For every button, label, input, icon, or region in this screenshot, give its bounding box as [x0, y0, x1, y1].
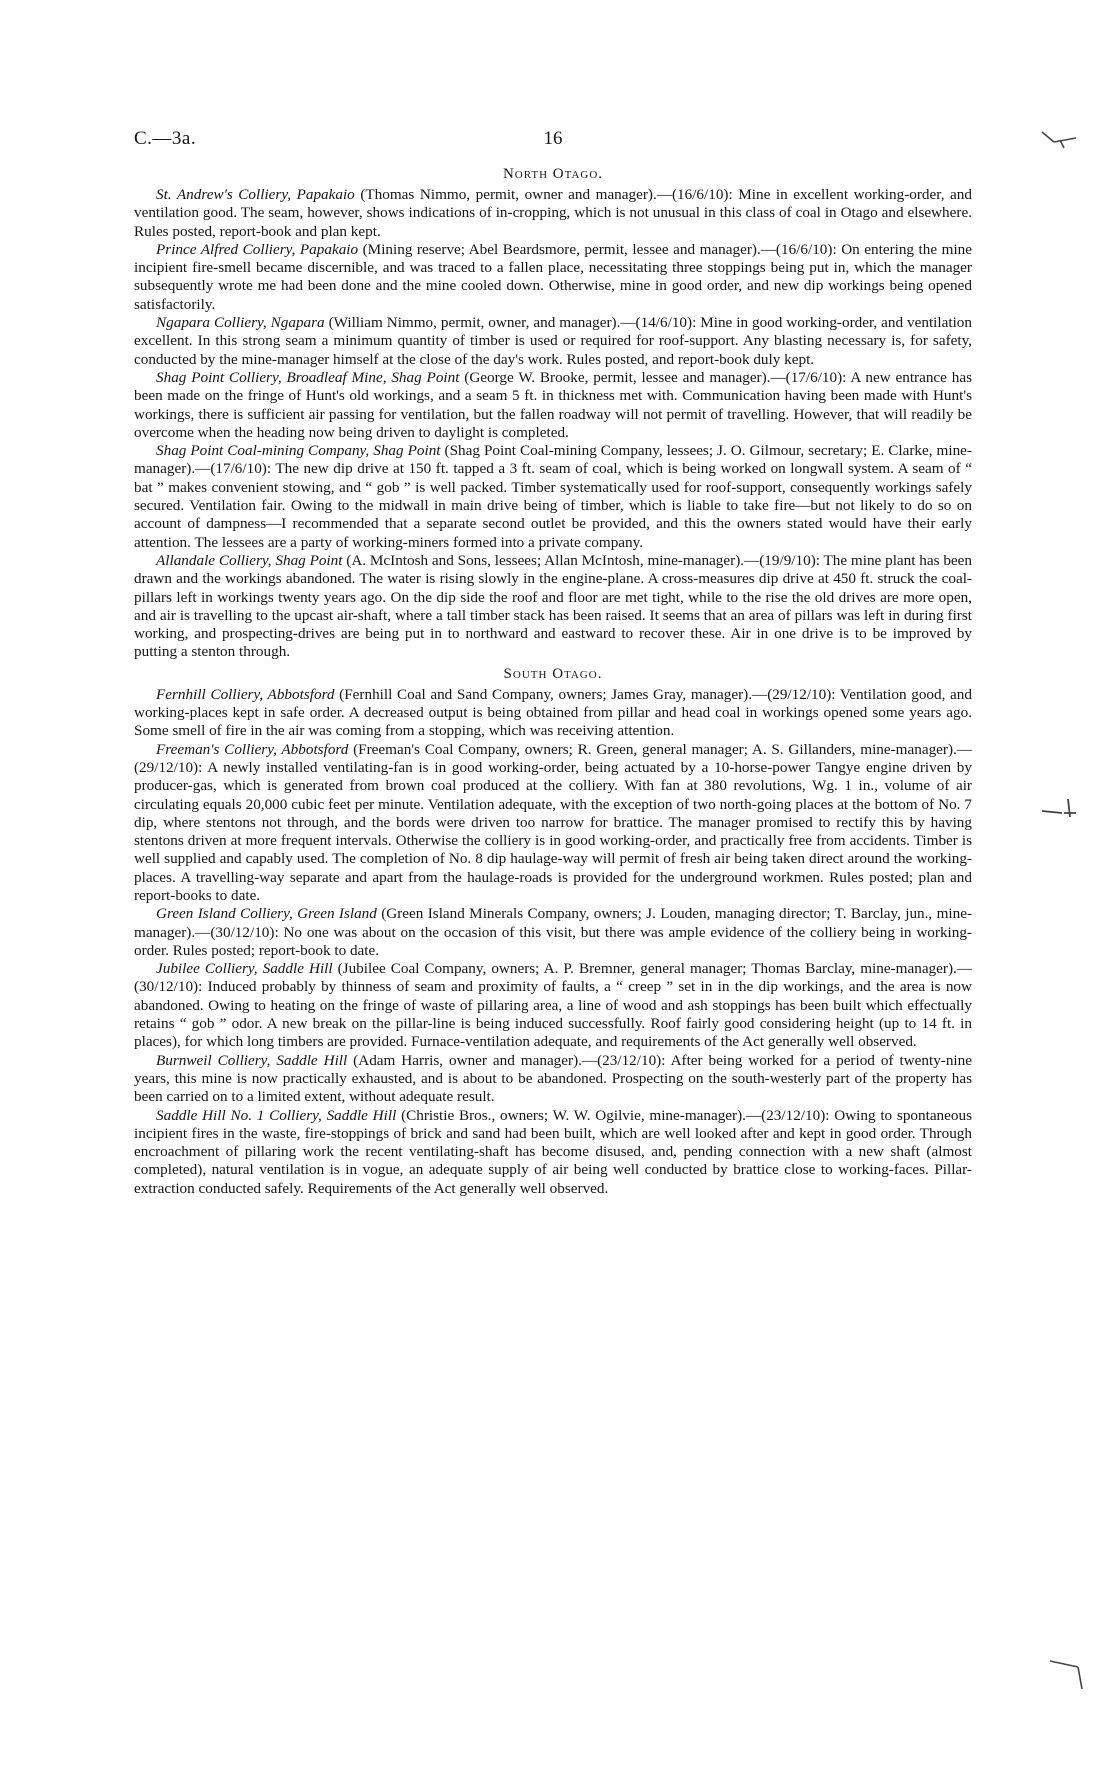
- colliery-report: [134, 314, 972, 369]
- section-heading: South Otago.: [503, 665, 603, 682]
- colliery-report: [134, 186, 972, 241]
- colliery-report: [134, 241, 972, 314]
- page-number: 16: [543, 128, 563, 149]
- colliery-report: [134, 741, 972, 906]
- colliery-report: [134, 1107, 972, 1198]
- colliery-name: Fernhill Colliery, Abbotsford: [156, 685, 335, 703]
- colliery-name: Prince Alfred Colliery, Papakaio: [156, 240, 359, 258]
- colliery-report: [134, 552, 972, 662]
- section-north-otago: [134, 166, 972, 662]
- page-header: [134, 128, 972, 164]
- colliery-name: Jubilee Colliery, Saddle Hill: [156, 960, 333, 978]
- report-text: (George W. Brooke, permit, lessee and manager).—(17/6/10): A new entrance has been made on the fringe of Hunt's old workings, and a seam 5 ft. in thickness met with. Communication having been made with Hunt's workings, there is sufficient air passing for ventilation, but the fallen roadway will not permit of travelling. However, that will readily be overcome when the heading now being driven to daylight is completed.: [134, 368, 972, 441]
- report-text: (Green Island Minerals Company, owners; J. Louden, managing director; T. Barclay, jun., mine-manager).—(30/12/10): No one was about on the occasion of this visit, but there was ample evidence of the colliery being in working-order. Rules posted; report-book to date.: [134, 905, 972, 959]
- colliery-report: [134, 369, 972, 442]
- report-text: (Mining reserve; Abel Beardsmore, permit, lessee and manager).—(16/6/10): On entering the mine incipient fire-smell became discernible, and was traced to a fallen place, necessitating three stoppings being put in, which the manager subsequently wrote me had been done and the mine cooled down. Otherwise, mine in good order, and new dip workings being opened satisfactorily.: [134, 240, 972, 313]
- report-text: (A. McIntosh and Sons, lessees; Allan McIntosh, mine-manager).—(19/9/10): The mine plant has been drawn and the workings abandoned. The water is rising slowly in the engine-plane. A cross-measures dip drive at 450 ft. struck the coal-pillars left in workings twenty years ago. On the dip side the roof and floor are met tight, while to the rise the old drives are more open, and air is travelling to the upcast air-shaft, where a tall timber stack has been raised. It seems that an area of pillars was left in during first working, and prospecting-drives are being put in to northward and eastward to recover these. Air in one drive is to be improved by putting a stenton through.: [134, 551, 972, 661]
- colliery-name: Shag Point Colliery, Broadleaf Mine, Shag Point: [156, 368, 460, 386]
- colliery-report: [134, 686, 972, 741]
- colliery-name: St. Andrew's Colliery, Papakaio: [156, 186, 355, 203]
- colliery-name: Saddle Hill No. 1 Colliery, Saddle Hill: [156, 1106, 397, 1124]
- document-code: C.—3a.: [134, 128, 197, 149]
- colliery-name: Freeman's Colliery, Abbotsford: [156, 740, 349, 758]
- margin-mark-icon: [1040, 128, 1080, 158]
- report-text: (Shag Point Coal-mining Company, lessees; J. O. Gilmour, secretary; E. Clarke, mine-manager).—(17/6/10): The new dip drive at 150 ft. tapped a 3 ft. seam of coal, which is being worked on longwall system. A seam of “ bat ” makes convenient stowing, and “ gob ” is well packed. Timber systematically used for roof-support, consequently workings safely secured. Ventilation fair. Owing to the midwall in main drive being of timber, which is liable to take fire—but not likely to do so on account of dampness—I recommended that a separate second outlet be provided, and this the owners stated would have their early attention. The lessees are a party of working-miners formed into a private company.: [134, 442, 972, 551]
- colliery-report: [134, 1052, 972, 1107]
- colliery-name: Ngapara Colliery, Ngapara: [156, 314, 325, 332]
- report-text: (Christie Bros., owners; W. W. Ogilvie, mine-manager).—(23/12/10): Owing to spontaneous incipient fires in the waste, fire-stoppings of brick and sand had been built, which are well looked after and kept in good order. Through encroachment of pillaring work the recent ventilating-shaft has become disused, and, pending connection with a new shaft (almost completed), natural ventilation is in vogue, an adequate supply of air being well conducted by brattice close to working-faces. Pillar-extraction conducted safely. Requirements of the Act generally well observed.: [134, 1106, 972, 1197]
- colliery-name: Burnweil Colliery, Saddle Hill: [156, 1051, 348, 1069]
- report-text: (Freeman's Coal Company, owners; R. Green, general manager; A. S. Gillanders, mine-manager).—(29/12/10): A newly installed ventilating-fan is in good working-order, being actuated by a 10-horse-power Tangye engine driven by producer-gas, which is generated from brown coal produced at the colliery. With fan at 380 revolutions, Wg. 1 in., volume of air circulating equals 20,000 cubic feet per minute. Ventilation adequate, with the exception of two north-going places at the bottom of No. 7 dip, where stentons not through, and the bords were driven too narrow for brattice. The manager promised to rectify this by having stentons driven at more frequent intervals. Otherwise the colliery is in good working-order, and practically free from accidents. Timber is well supplied and capably used. The completion of No. 8 dip haulage-way will permit of fresh air being taken direct around the working-places. A travelling-way separate and apart from the haulage-roads is provided for the underground workmen. Rules posted; plan and report-books to date.: [134, 740, 973, 904]
- colliery-name: Shag Point Coal-mining Company, Shag Point: [156, 442, 441, 460]
- colliery-name: Allandale Colliery, Shag Point: [156, 551, 343, 569]
- colliery-report: [134, 442, 972, 552]
- document-page: [134, 128, 972, 1198]
- report-text: (Thomas Nimmo, permit, owner and manager).—(16/6/10): Mine in excellent working-order, and ventilation good. The seam, however, shows indications of in-cropping, which is not unusual in this class of coal in Otago and elsewhere. Rules posted, report-book and plan kept.: [134, 186, 972, 240]
- report-text: (Jubilee Coal Company, owners; A. P. Bremner, general manager; Thomas Barclay, mine-manager).—(30/12/10): Induced probably by thinness of seam and proximity of faults, a “ creep ” set in in the dip workings, and the area is now abandoned. Owing to heating on the fringe of waste of pillaring area, a line of wood and ash stoppings has been built which effectually retains “ gob ” odor. A new break on the pillar-line is being induced successfully. Roof fairly good considering height (up to 14 ft. in places), for which long timbers are provided. Furnace-ventilation adequate, and requirements of the Act generally well observed.: [134, 960, 972, 1051]
- section-south-otago: [134, 666, 972, 1198]
- report-text: (Fernhill Coal and Sand Company, owners; James Gray, manager).—(29/12/10): Ventilation good, and working-places kept in safe order. A decreased output is being obtained from pillar and head coal in workings opened some years ago. Some smell of fire in the air was coming from a stopping, which was receiving attention.: [134, 685, 972, 740]
- colliery-name: Green Island Colliery, Green Island: [156, 905, 377, 923]
- margin-mark-icon: [1048, 1655, 1088, 1695]
- report-text: (William Nimmo, permit, owner, and manager).—(14/6/10): Mine in good working-order, and ventilation excellent. In this strong seam a minimum quantity of timber is used or required for roof-support. Any blasting necessary is, for safety, conducted by the mine-manager himself at the close of the day's work. Rules posted, and report-book duly kept.: [134, 314, 972, 368]
- report-text: (Adam Harris, owner and manager).—(23/12/10): After being worked for a period of twenty-nine years, this mine is now practically exhausted, and is about to be abandoned. Prospecting on the south-westerly part of the property has been carried on to a limited extent, without adequate result.: [134, 1051, 972, 1106]
- colliery-report: [134, 960, 972, 1051]
- colliery-report: [134, 905, 972, 960]
- margin-mark-icon: [1040, 795, 1080, 823]
- section-heading: North Otago.: [502, 166, 604, 182]
